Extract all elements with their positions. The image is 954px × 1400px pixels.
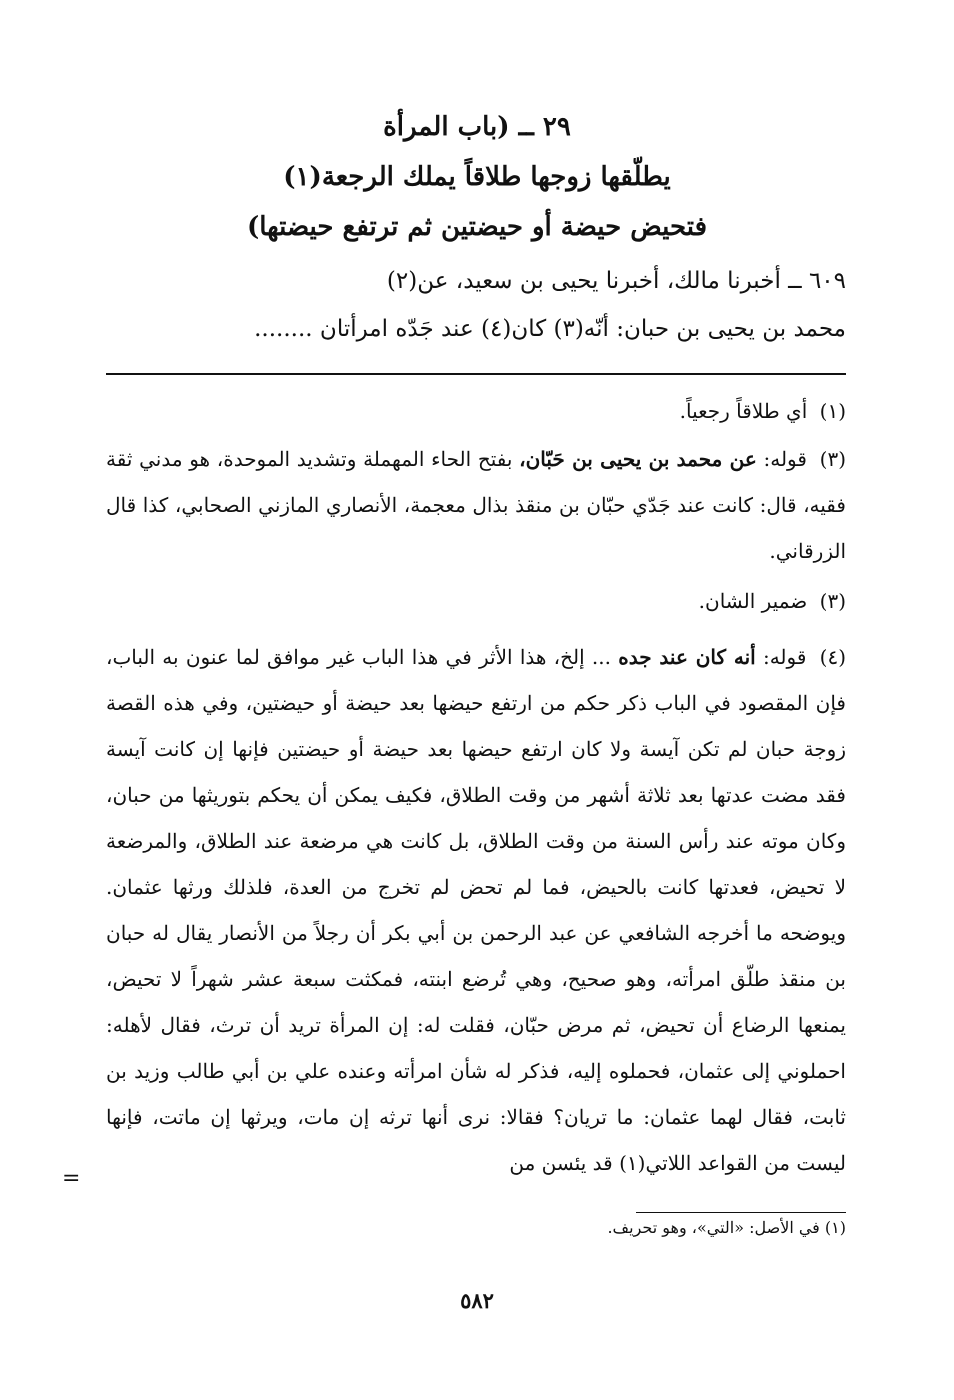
bottom-footnote-rule [636,1212,846,1213]
footnote-4 [106,634,846,1186]
footnote-label: (٤) [819,645,847,669]
hadith-line2: محمد بن يحيى بن حبان: أنّه(٣) كان(٤) عند جَدّه امرأتان ........ [254,316,846,342]
footnote-label: (٣) [819,447,847,471]
footnote-3 [106,436,846,574]
hadith-line1: ٦٠٩ ــ أخبرنا مالك، أخبرنا يحيى بن سعيد، عن(٢) [386,268,846,294]
footnote-intro: قوله: [763,447,807,471]
footnote-text: ضمير الشان. [698,589,808,613]
footnote-3b [106,578,846,624]
footnote-text: ... إلخ، هذا الأثر في هذا الباب غير موافق لما عنون به الباب، فإن المقصود في الباب ذكر حكم من ارتفع حيضها بعد حيضة أو حيضتين، وفي هذه القصة زوجة حبان لم تكن آيسة ولا كان ارتفع حيضها بعد حيضة أو حيضتين فإنها إن كانت آيسة فقد مضت عدتها بعد ثلاثة أشهر من وقت الطلاق، فكيف يمكن أن يحكم بتوريثها من حبان، وكان موته عند رأس السنة من وقت الطلاق، بل كانت هي مرضعة عند الطلاق، والمرضعة لا تحيض، فعدتها كانت بالحيض، فما لم تحض لم تخرج من العدة، فلذلك ورثها عثمان. ويوضحه ما أخرجه الشافعي عن عبد الرحمن بن أبي بكر أن رجلاً من الأنصار يقال له حبان بن منقذ طلّق امرأته، وهو صحيح، وهي تُرضع ابنته، فمكثت سبعة عشر شهراً لا تحيض، يمنعها الرضاع أن تحيض، ثم مرض حبّان، فقلت له: إن المرأة تريد أن ترث، فقال لأهله: احملوني إلى عثمان، فحملوه إليه، فذكر له شأن امرأته وعنده علي بن أبي طالب وزيد بن ثابت، فقال لهما عثمان: ما تريان؟ فقالا: نرى أنها ترثه إن مات، ويرثها إن ماتت، فإنها ليست من القواعد اللاتي(١) قد يئسن من [106,645,846,1175]
chapter-heading-line1: ٢٩ ــ (باب المرأة [383,112,571,142]
footnote-1 [106,388,846,434]
footnote-quoted: عن محمد بن يحيى بن حَبّان، [519,447,757,471]
footnote-text: أي طلاقاً رجعياً. [679,399,808,423]
continuation-mark: = [62,1166,81,1191]
footnote-text: بفتح الحاء المهملة وتشديد الموحدة، هو مدني ثقة فقيه، قال: كانت عند جَدّي حبّان بن منقذ بذال معجمة، الأنصاري المازني الصحابي، كذا قال الزرقاني. [106,447,846,563]
bottom-footnote: (١) في الأصل: «التي»، وهو تحريف. [607,1218,846,1237]
page-number: ٥٨٢ [460,1288,494,1313]
footnote-label: (٣) [819,589,846,613]
footnote-quoted: أنه كان عند جده [618,645,756,669]
chapter-heading-line3: فتحيض حيضة أو حيضتين ثم ترتفع حيضتها) [246,212,708,242]
footnote-label: (١) [819,399,846,423]
chapter-heading-line2: يطلّقها زوجها طلاقاً يملك الرجعة(١) [283,162,671,192]
separator-rule [106,373,846,375]
footnote-intro: قوله: [762,645,807,669]
